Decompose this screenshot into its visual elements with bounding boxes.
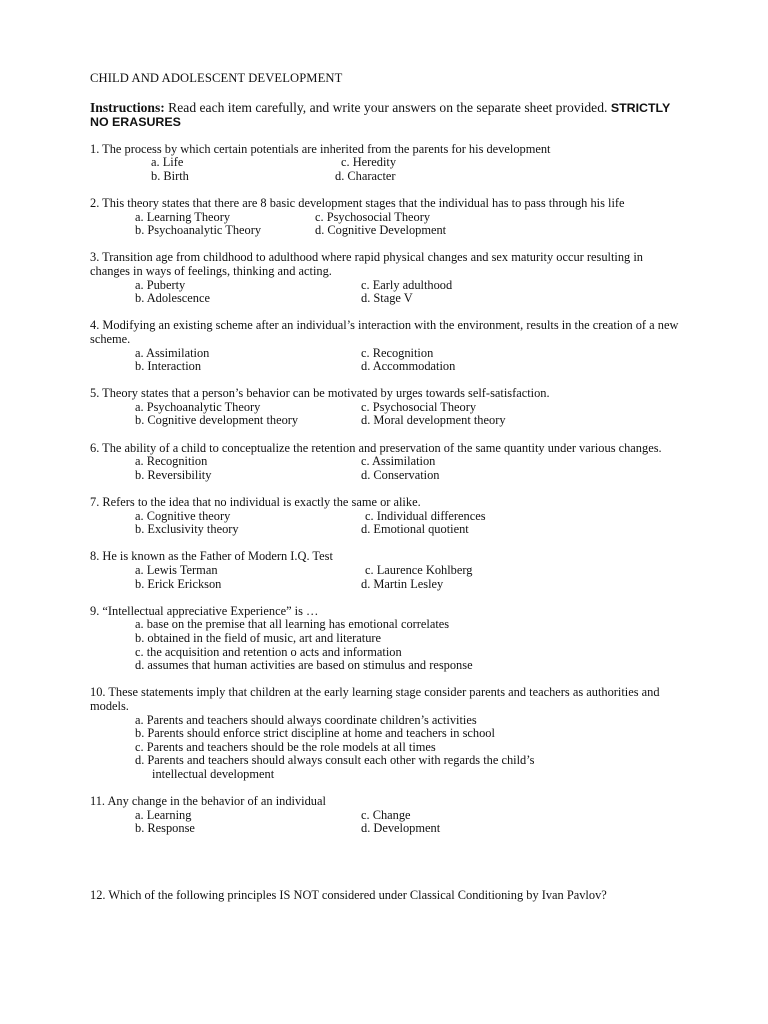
options (135, 564, 680, 591)
option-c: c. Psychosocial Theory (361, 399, 477, 414)
question-2 (90, 197, 680, 238)
option-d: d. Conservation (361, 467, 440, 482)
option-b: b. Erick Erickson (135, 576, 222, 591)
option-a: a. Recognition (135, 454, 208, 469)
option-b: b. Reversibility (135, 467, 212, 482)
question-stem: 4. Modifying an existing scheme after an individual’s interaction with the environment, results in the creation of a new scheme. (90, 318, 679, 346)
option-d: d. Moral development theory (361, 413, 506, 428)
option-b: b. Exclusivity theory (135, 522, 239, 537)
question-8 (90, 550, 680, 591)
option-c: c. Laurence Kohlberg (365, 563, 473, 577)
question-1 (90, 143, 680, 184)
question-stem: 1. The process by which certain potentials are inherited from the parents for his development (90, 141, 551, 156)
option-b: b. obtained in the field of music, art and literature (135, 630, 382, 645)
question-5 (90, 387, 680, 428)
option-b: b. Parents should enforce strict discipline at home and teachers in school (135, 726, 495, 741)
options (135, 618, 680, 672)
option-c: c. Recognition (361, 345, 434, 360)
option-b: b. Psychoanalytic Theory (135, 223, 262, 238)
option-c: c. Heredity (341, 155, 397, 170)
options (135, 510, 680, 537)
options (135, 156, 680, 183)
question-7 (90, 496, 680, 537)
option-b: b. Response (135, 821, 195, 836)
option-d: d. Cognitive Development (315, 223, 447, 238)
instructions-label: Instructions: (90, 99, 165, 115)
option-a: a. Learning Theory (135, 209, 231, 224)
question-stem: 3. Transition age from childhood to adulthood where rapid physical changes and sex maturity occur resulting in changes in ways of feelings, thinking and acting. (90, 250, 643, 278)
instructions-strict: STRICTLY NO ERASURES (90, 100, 671, 129)
option-a: a. Puberty (135, 277, 186, 292)
option-d: d. assumes that human activities are based on stimulus and response (135, 658, 473, 673)
option-d: d. Development (361, 821, 441, 836)
option-d: d. Character (335, 168, 396, 183)
spacer (90, 849, 680, 889)
option-c: c. Early adulthood (361, 277, 453, 292)
question-stem: 2. This theory states that there are 8 basic development stages that the individual has to pass through his life (90, 195, 625, 210)
option-a: a. Cognitive theory (135, 508, 231, 523)
option-d-continued: intellectual development (152, 766, 275, 781)
question-9 (90, 605, 680, 673)
exam-content (90, 72, 680, 917)
question-stem: 8. He is known as the Father of Modern I.Q. Test (90, 549, 333, 564)
question-stem: 12. Which of the following principles IS NOT considered under Classical Conditioning by Ivan Pavlov? (90, 888, 607, 903)
question-stem: 11. Any change in the behavior of an individual (90, 794, 326, 809)
question-11 (90, 795, 680, 836)
question-stem: 7. Refers to the idea that no individual is exactly the same or alike. (90, 495, 421, 510)
option-d: d. Martin Lesley (361, 576, 444, 591)
options (135, 211, 680, 238)
option-a: a. Life (151, 155, 184, 170)
option-a: a. base on the premise that all learning has emotional correlates (135, 617, 450, 632)
options (135, 455, 680, 482)
options (135, 347, 680, 374)
question-stem: 6. The ability of a child to conceptualize the retention and preservation of the same quantity under various changes. (90, 440, 662, 455)
option-c: c. Individual differences (365, 508, 486, 523)
question-4 (90, 319, 680, 373)
instructions-text: Read each item carefully, and write your answers on the separate sheet provided. (164, 99, 611, 115)
page-title: CHILD AND ADOLESCENT DEVELOPMENT (90, 71, 343, 85)
options (135, 809, 680, 836)
question-3 (90, 251, 680, 305)
question-10 (90, 686, 680, 781)
option-b: b. Cognitive development theory (135, 413, 299, 428)
question-stem: 9. “Intellectual appreciative Experience” is … (90, 603, 319, 618)
options (135, 401, 680, 428)
instructions (90, 101, 680, 129)
option-c: c. Assimilation (361, 454, 436, 469)
question-12 (90, 889, 680, 903)
question-stem: 10. These statements imply that children at the early learning stage consider parents and teachers as authorities and models. (90, 685, 660, 713)
option-c: c. the acquisition and retention o acts and information (135, 644, 402, 659)
option-a: a. Lewis Terman (135, 563, 218, 577)
option-c: c. Change (361, 807, 411, 822)
option-d: d. Emotional quotient (361, 522, 469, 537)
option-d: d. Stage V (361, 291, 413, 306)
option-a: a. Assimilation (135, 345, 210, 360)
option-d: d. Accommodation (361, 359, 456, 374)
option-a: a. Parents and teachers should always coordinate children’s activities (135, 712, 477, 727)
option-c: c. Parents and teachers should be the role models at all times (135, 739, 436, 754)
option-c: c. Psychosocial Theory (315, 209, 431, 224)
options (135, 279, 680, 306)
question-6 (90, 442, 680, 483)
option-a: a. Psychoanalytic Theory (135, 399, 261, 414)
options (135, 714, 680, 782)
question-stem: 5. Theory states that a person’s behavior can be motivated by urges towards self-satisfaction. (90, 386, 550, 401)
option-b: b. Adolescence (135, 291, 211, 306)
option-b: b. Birth (151, 168, 189, 183)
option-b: b. Interaction (135, 359, 202, 374)
option-a: a. Learning (135, 807, 192, 822)
option-d: d. Parents and teachers should always consult each other with regards the child’s (135, 753, 535, 768)
